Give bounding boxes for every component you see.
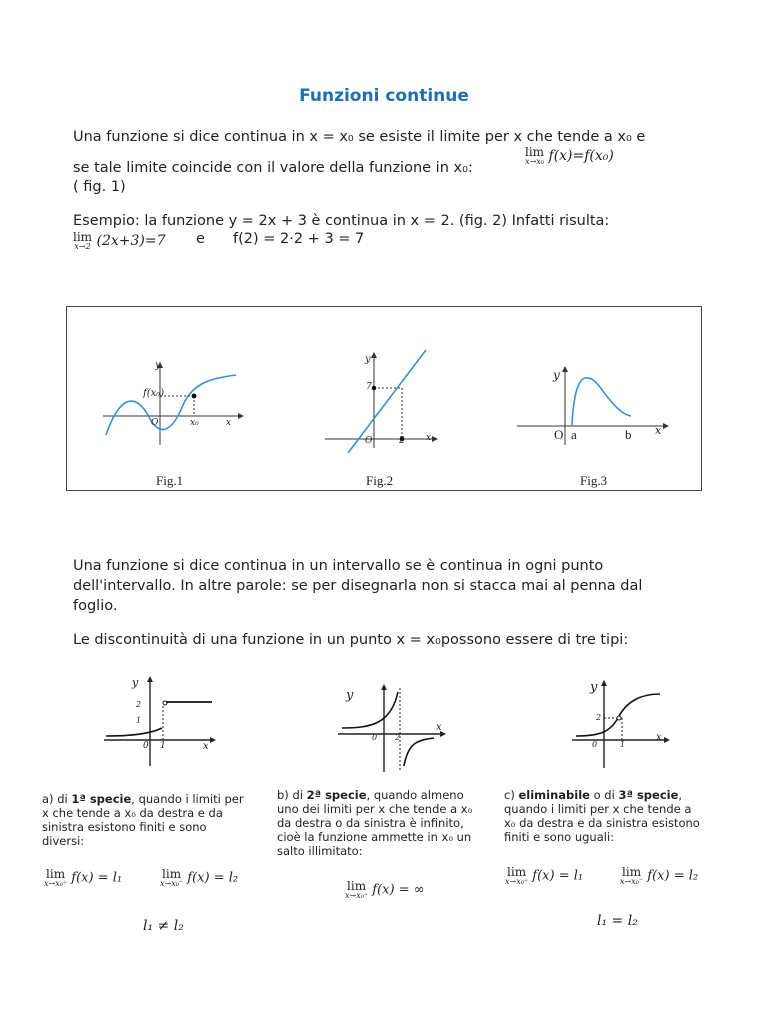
fig1-fx-label: f(x₀) [143,388,165,399]
example-limit [73,231,166,251]
intro-line-3: ( fig. 1) [73,179,126,195]
g3-one-label: 1 [620,740,626,749]
type-b-text4: cioè la funzione ammette in x₀ un [277,830,472,844]
lim-subscript: x→x₀⁺ [44,879,68,888]
g2-origin-label: 0 [372,733,378,742]
discontinuity-intro: Le discontinuità di una funzione in un punto x = x₀possono essere di tre tipi: [73,632,629,648]
type-c-mid: o di [589,788,619,802]
lim-word: lim [622,865,642,879]
type-b-text1: , quando almeno [366,788,464,802]
type-b-prefix: b) di [277,788,307,802]
removable-discontinuity-graph [570,680,680,770]
type-c-text1: , [678,788,683,802]
g3-two-label: 2 [596,713,602,722]
lim-word: lim [46,867,66,881]
fig2-seven-label: 7 [366,382,372,392]
example-value: f(2) = 2·2 + 3 = 7 [233,231,365,247]
interval-line-1: Una funzione si dice continua in un intervallo se è continua in ogni punto [73,558,604,574]
type-b-text5: salto illimitato: [277,844,363,858]
page-title: Funzioni continue [299,86,469,106]
type-c-bold1: eliminabile [518,788,590,802]
fig3-origin-label: O [554,427,564,442]
fig3-caption: Fig.3 [580,473,608,488]
type-a-bold: 1ª specie [71,792,132,806]
type-c-limit-right [505,866,583,886]
fig1-x-label: x [226,418,232,428]
type-b-limit [345,880,425,900]
g1-one-label: 1 [136,716,142,725]
type-a-description [42,792,277,848]
type-c-bold2: 3ª specie [618,788,679,802]
type-a-lim1: f(x) = l₁ [71,870,123,886]
type-c-text2: quando i limiti per x che tende a [504,802,692,816]
type-c-lim1: f(x) = l₁ [532,868,584,884]
lim-word: lim [162,867,182,881]
lim-subscript: x→x₀⁻ [620,877,644,886]
type-c-text3: x₀ da destra e da sinistra esistono [504,816,700,830]
fig1-caption: Fig.1 [156,473,184,488]
g3-origin-label: 0 [592,740,598,749]
fig3-a-label: a [571,427,577,442]
fig1-origin-label: O [151,418,159,428]
type-b-bold: 2ª specie [306,788,367,802]
g3-x-label: x [656,732,662,743]
lim-word: lim [525,145,545,159]
type-a-relation: l₁ ≠ l₂ [143,918,184,934]
fig3-x-label: x [655,424,662,437]
g1-tick-label: 1 [160,741,166,751]
fig3-graph [515,360,675,450]
fig1-graph [98,360,258,450]
type-a-prefix: a) di [42,792,72,806]
g1-origin-label: 0 [143,741,149,751]
type-a-text3: sinistra esistono finiti e sono [42,820,207,834]
example-limit-body: (2x+3)=7 [96,233,166,249]
type-c-relation: l₁ = l₂ [597,913,638,929]
fig3-b-label: b [625,427,632,442]
interval-line-3: foglio. [73,598,118,614]
example-line-1: Esempio: la funzione y = 2x + 3 è continua in x = 2. (fig. 2) Infatti risulta: [73,213,610,229]
type-a-limit-left [160,868,238,888]
lim-subscript: x→x₀ [525,157,544,166]
type-a-text4: diversi: [42,834,85,848]
lim-word: lim [73,230,93,244]
interval-line-2: dell'intervallo. In altre parole: se per disegnarla non si stacca mai al penna dal [73,578,643,594]
lim-word: lim [507,865,527,879]
type-c-limit-left [620,866,698,886]
type-c-description [504,788,739,844]
type-a-limit-right [44,868,122,888]
continuity-formula [525,146,614,166]
intro-line-2: se tale limite coincide con il valore della funzione in x₀: [73,160,473,176]
type-c-lim2: f(x) = l₂ [647,868,699,884]
lim-subscript: x→2 [74,242,91,251]
lim-subscript: x→x₀⁺ [505,877,529,886]
g1-x-label: x [203,741,209,752]
type-c-text4: finiti e sono uguali: [504,830,615,844]
g1-y-label: y [132,676,139,689]
example-connector: e [196,231,205,247]
type-a-text1: , quando i limiti per [131,792,244,806]
fig3-y-label: y [553,368,560,382]
fig2-graph [320,348,440,458]
g2-x-label: x [436,722,442,733]
type-a-lim2: f(x) = l₂ [187,870,239,886]
lim-subscript: x→x₀⁺ [345,891,369,900]
type-a-text2: x che tende a x₀ da destra e da [42,806,223,820]
type-b-lim: f(x) = ∞ [372,882,425,898]
fig2-y-label: y [365,354,371,365]
fig2-two-label: 2 [399,436,405,446]
g2-two-label: 2 [395,733,401,742]
fig2-origin-label: O [365,436,373,446]
lim-subscript: x→x₀⁻ [160,879,184,888]
fig1-y-label: y [155,360,161,371]
lim-word: lim [347,879,367,893]
fig2-caption: Fig.2 [366,473,394,488]
g1-two-label: 2 [136,700,142,709]
type-b-text3: da destra o da sinistra è infinito, [277,816,464,830]
g3-y-label: y [590,680,598,695]
type-b-text2: uno dei limiti per x che tende a x₀ [277,802,473,816]
g2-y-label: y [346,688,354,703]
formula-body: f(x)=f(x₀) [548,148,614,164]
type-b-description [277,788,512,858]
intro-line-1: Una funzione si dice continua in x = x₀ se esiste il limite per x che tende a x₀ e [73,129,646,145]
fig2-x-label: x [426,433,432,443]
type-c-prefix: c) [504,788,519,802]
jump-discontinuity-graph [100,676,220,766]
fig1-x0-label: x₀ [190,418,199,428]
